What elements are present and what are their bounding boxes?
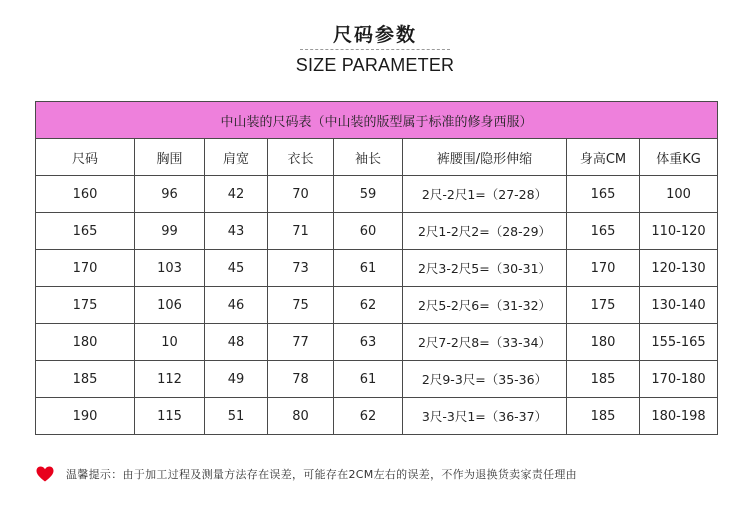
cell-weight: 180-198 — [640, 398, 718, 435]
cell-weight: 120-130 — [640, 250, 718, 287]
page-title: 尺码参数 — [332, 24, 417, 46]
cell-length: 80 — [268, 398, 334, 435]
heart-icon — [36, 466, 54, 482]
column-header-waist: 裤腰围/隐形伸缩 — [403, 139, 567, 176]
cell-length: 75 — [268, 287, 334, 324]
table-caption: 中山装的尺码表（中山装的版型属于标准的修身西服） — [36, 102, 718, 139]
page-subtitle: SIZE PARAMETER — [295, 55, 455, 75]
column-header-shoulder: 肩宽 — [205, 139, 268, 176]
cell-chest: 99 — [135, 213, 205, 250]
cell-size: 190 — [36, 398, 135, 435]
cell-shoulder: 42 — [205, 176, 268, 213]
column-header-weight: 体重KG — [640, 139, 718, 176]
cell-chest: 96 — [135, 176, 205, 213]
cell-sleeve: 62 — [334, 398, 403, 435]
cell-sleeve: 59 — [334, 176, 403, 213]
cell-chest: 10 — [135, 324, 205, 361]
cell-sleeve: 61 — [334, 250, 403, 287]
cell-shoulder: 45 — [205, 250, 268, 287]
cell-waist: 2尺9-3尺=（35-36） — [403, 361, 567, 398]
cell-weight: 170-180 — [640, 361, 718, 398]
cell-size: 170 — [36, 250, 135, 287]
cell-sleeve: 61 — [334, 361, 403, 398]
cell-chest: 115 — [135, 398, 205, 435]
notice-text: 温馨提示：由于加工过程及测量方法存在误差，可能存在2CM左右的误差，不作为退换货卖家责任理由 — [66, 468, 577, 481]
column-header-length: 衣长 — [268, 139, 334, 176]
cell-shoulder: 43 — [205, 213, 268, 250]
table-body — [36, 176, 718, 435]
table-row — [36, 324, 718, 361]
cell-weight: 100 — [640, 176, 718, 213]
column-header-height: 身高CM — [567, 139, 640, 176]
cell-size: 165 — [36, 213, 135, 250]
cell-chest: 106 — [135, 287, 205, 324]
cell-size: 160 — [36, 176, 135, 213]
cell-size: 185 — [36, 361, 135, 398]
cell-waist: 2尺-2尺1=（27-28） — [403, 176, 567, 213]
cell-height: 165 — [567, 176, 640, 213]
cell-length: 78 — [268, 361, 334, 398]
table-row — [36, 361, 718, 398]
cell-waist: 2尺7-2尺8=（33-34） — [403, 324, 567, 361]
notice — [36, 464, 577, 484]
cell-waist: 2尺1-2尺2=（28-29） — [403, 213, 567, 250]
cell-height: 180 — [567, 324, 640, 361]
cell-weight: 130-140 — [640, 287, 718, 324]
column-header-sleeve: 袖长 — [334, 139, 403, 176]
cell-length: 70 — [268, 176, 334, 213]
cell-sleeve: 62 — [334, 287, 403, 324]
cell-waist: 3尺-3尺1=（36-37） — [403, 398, 567, 435]
table-row — [36, 176, 718, 213]
table-row — [36, 213, 718, 250]
cell-shoulder: 49 — [205, 361, 268, 398]
cell-length: 77 — [268, 324, 334, 361]
cell-shoulder: 46 — [205, 287, 268, 324]
cell-height: 170 — [567, 250, 640, 287]
cell-length: 73 — [268, 250, 334, 287]
cell-sleeve: 63 — [334, 324, 403, 361]
table-row — [36, 250, 718, 287]
cell-height: 185 — [567, 361, 640, 398]
table-header-row — [36, 139, 718, 176]
cell-height: 185 — [567, 398, 640, 435]
cell-weight: 110-120 — [640, 213, 718, 250]
cell-size: 180 — [36, 324, 135, 361]
column-header-chest: 胸围 — [135, 139, 205, 176]
cell-waist: 2尺3-2尺5=（30-31） — [403, 250, 567, 287]
title-divider — [300, 49, 450, 50]
table-row — [36, 287, 718, 324]
cell-sleeve: 60 — [334, 213, 403, 250]
cell-waist: 2尺5-2尺6=（31-32） — [403, 287, 567, 324]
table-row — [36, 398, 718, 435]
size-table — [35, 101, 718, 435]
cell-shoulder: 48 — [205, 324, 268, 361]
column-header-size: 尺码 — [36, 139, 135, 176]
cell-length: 71 — [268, 213, 334, 250]
cell-size: 175 — [36, 287, 135, 324]
cell-height: 175 — [567, 287, 640, 324]
cell-weight: 155-165 — [640, 324, 718, 361]
cell-chest: 112 — [135, 361, 205, 398]
cell-shoulder: 51 — [205, 398, 268, 435]
cell-height: 165 — [567, 213, 640, 250]
cell-chest: 103 — [135, 250, 205, 287]
